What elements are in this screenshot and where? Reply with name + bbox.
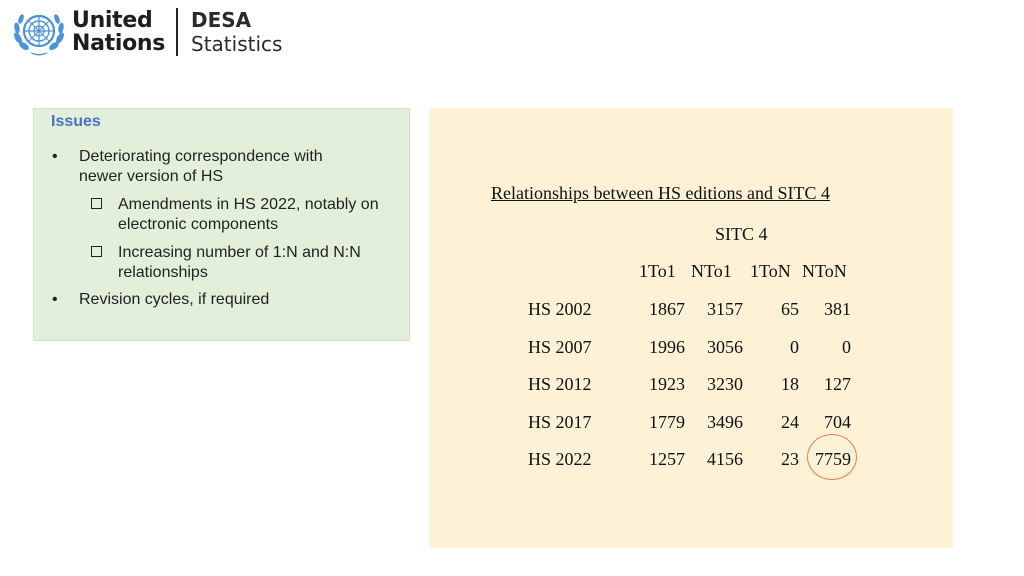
table-cell: 23 (781, 449, 799, 469)
table-cell: 3157 (707, 299, 743, 319)
issue-1-line2: newer version of HS (79, 168, 224, 185)
issue-sub-1 (91, 195, 406, 235)
issue-1-line1: Deteriorating correspondence with (79, 148, 323, 165)
row-label: HS 2007 (528, 337, 592, 357)
table-cell: 1923 (649, 374, 685, 394)
un-wordmark (72, 9, 165, 55)
sub-1-line1: Amendments in HS 2022, notably on (118, 196, 379, 213)
table-cell: 127 (824, 374, 851, 394)
org-name-line1: United (72, 8, 153, 33)
table-cell: 3056 (707, 337, 743, 357)
org-name-line2: Nations (72, 31, 166, 56)
table-cell: 0 (842, 337, 851, 357)
issue-sub-2 (91, 243, 406, 283)
col-header-nton: NToN (802, 261, 847, 281)
table-cell: 1996 (649, 337, 685, 357)
sub-1-line2: electronic components (118, 216, 279, 233)
col-header-1ton: 1ToN (750, 261, 791, 281)
table-cell: 704 (824, 412, 851, 432)
un-emblem-icon (12, 8, 66, 56)
issue-bullet-1 (52, 147, 402, 187)
checkbox-bullet-icon (91, 246, 102, 257)
table-cell: 4156 (707, 449, 743, 469)
issues-panel (33, 108, 410, 341)
table-cell: 381 (824, 299, 851, 319)
table-cell: 1257 (649, 449, 685, 469)
bullet-dot-icon: • (52, 148, 58, 165)
checkbox-bullet-icon (91, 198, 102, 209)
sub-2-line1: Increasing number of 1:N and N:N (118, 244, 361, 261)
logo-divider (176, 8, 178, 56)
table-cell: 1779 (649, 412, 685, 432)
unit-name: Statistics (191, 32, 283, 56)
col-header-nto1: NTo1 (691, 261, 732, 281)
table-title: Relationships between HS editions and SITC 4 (491, 183, 830, 203)
highlight-circle (807, 434, 857, 480)
issue-2-text: Revision cycles, if required (79, 291, 270, 308)
table-cell: 3496 (707, 412, 743, 432)
row-label: HS 2012 (528, 374, 592, 394)
table-cell: 1867 (649, 299, 685, 319)
table-cell: 18 (781, 374, 799, 394)
table-cell: 7759 (815, 449, 851, 469)
desa-wordmark (191, 8, 282, 56)
row-label: HS 2002 (528, 299, 592, 319)
table-cell: 24 (781, 412, 799, 432)
sub-2-line2: relationships (118, 264, 208, 281)
dept-name: DESA (191, 8, 252, 32)
issue-bullet-2 (52, 290, 402, 310)
relationships-table-panel (429, 108, 953, 548)
row-label: HS 2022 (528, 449, 592, 469)
bullet-dot-icon: • (52, 291, 58, 308)
col-header-1to1: 1To1 (639, 261, 676, 281)
table-cell: 3230 (707, 374, 743, 394)
table-cell: 65 (781, 299, 799, 319)
table-cell: 0 (790, 337, 799, 357)
row-label: HS 2017 (528, 412, 592, 432)
issues-title: Issues (51, 113, 101, 130)
sitc-group-header: SITC 4 (715, 224, 768, 244)
